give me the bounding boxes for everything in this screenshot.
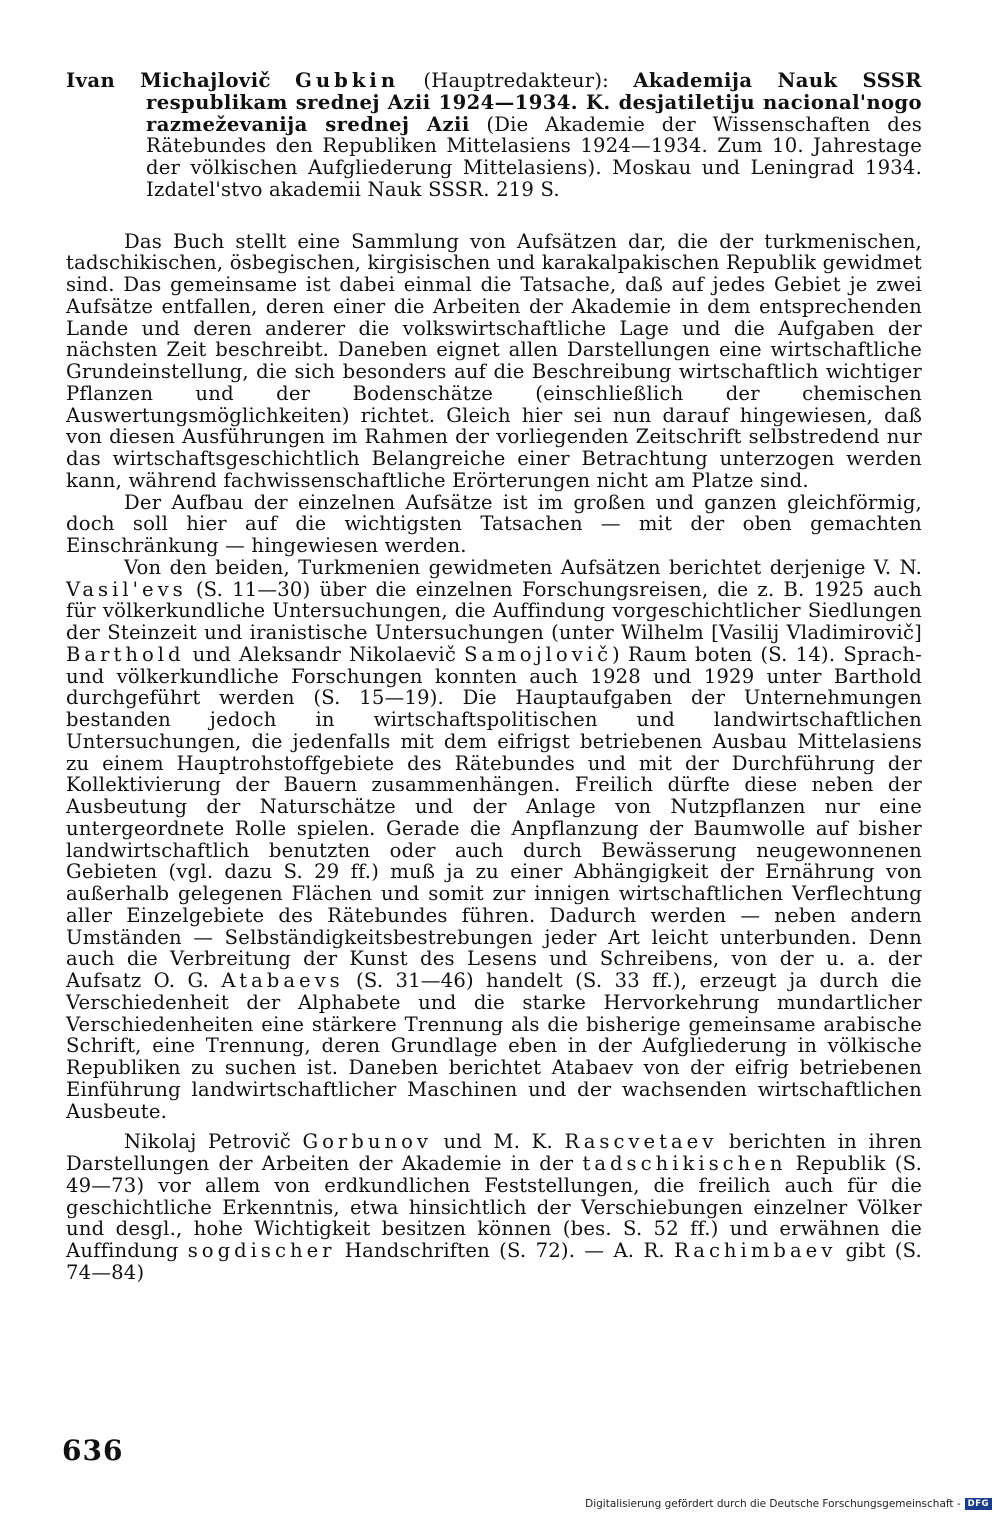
dfg-logo-icon: DFG bbox=[965, 1498, 992, 1510]
spaced-name: Atabaevs bbox=[221, 969, 344, 992]
text-run: und M. K. bbox=[443, 1130, 553, 1154]
text-run: gibt (S. 74—84) bbox=[66, 1239, 922, 1284]
text-run: berichten in ihren Darstellungen der Arbeiten der Akademie in der bbox=[66, 1130, 922, 1175]
author-last-name: Gubkin bbox=[295, 69, 400, 92]
text-run: (S. 11—30) über die einzelnen Forschungsreisen, die z. B. 1925 auch für völkerkundliche Untersuchungen, die Auffindung vorgeschichtlicher Siedlungen der Steinzeit und iranistische Untersuchungen (unter Wilhelm [Vasilij Vladimirovič] bbox=[66, 577, 922, 644]
spaced-name: Samojlovič bbox=[464, 642, 613, 666]
spaced-name: tadschikischen bbox=[582, 1152, 787, 1175]
text-run: ) Raum boten (S. 14). Sprach- und völkerkundliche Forschungen konnten auch 1928 und 1929 unter Barthold durchgeführt werden (S. 15—19). Die Hauptaufgaben der Unternehmungen bestanden jedoch in wirtschaftspolitischen und landwirtschaftlichen Untersuchungen, die jedenfalls mit dem eifrigst betriebenen Ausbau Mittelasiens zu einem Hauptrohstoffgebiete des Rätebundes und mit der Durchführung der Kollektivierung der Bauern zusammenhängen. Freilich dürfte diese neben der Ausbeutung der Naturschätze und der Anlage von Nutzpflanzen nur eine untergeordnete Rolle spielen. Gerade die Anpflanzung der Baumwolle auf bisher landwirtschaftlich benutzten oder auch durch Bewässerung neugewonnenen Gebieten (vgl. dazu S. 29 ff.) muß ja zu einer Abhängigkeit der Ernährung von außerhalb gelegenen Flächen und somit zur innigen wirtschaftlichen Verflechtung aller Einzelgebiete des Rätebundes führen. Dadurch werden — neben andern Umständen — Selbständigkeitsbestrebungen jeder Art leicht unterbunden. Denn auch die Verbreitung der Kunst des Lesens und Schreibens, von der u. a. der Aufsatz O. G. bbox=[66, 642, 922, 992]
bibliographic-entry bbox=[66, 70, 922, 201]
paragraph-1: Das Buch stellt eine Sammlung von Aufsätzen dar, die der turkmenischen, tadschikischen, ösbegischen, kirgisischen und karakalpakischen Republik gewidmet sind. Das gemeinsame ist dabei einmal die Tatsache, daß auf jedes Gebiet je zwei Aufsätze entfallen, deren einer die Arbeiten der Akademie in dem entsprechenden Lande und deren anderer die volkswirtschaftliche Lage und die Aufgaben der nächsten Zeit beschreibt. Daneben eignet allen Darstellungen eine wirtschaftliche Grundeinstellung, die sich besonders auf die Beschreibung wirtschaftlich wichtiger Pflanzen und der Bodenschätze (einschließlich der chemischen Auswertungsmöglichkeiten) richtet. Gleich hier sei nun darauf hingewiesen, daß von diesen Ausführungen im Rahmen der vorliegenden Zeitschrift selbstredend nur das wirtschaftsgeschichtlich Belangreiche einer Betrachtung unterzogen werden kann, während fachwissenschaftliche Erörterungen nicht am Platze sind. bbox=[66, 229, 922, 492]
text-run: Von den beiden, Turkmenien gewidmeten Aufsätzen berichtet derjenige V. N. bbox=[124, 555, 922, 579]
book-publication-info: (Die Akademie der Wissenschaften des Rätebundes den Republiken Mittelasiens 1924—1934. Zum 10. Jahrestage der völkischen Aufgliederung Mittelasiens). Moskau und Leningrad 1934. Izdatel'stvo akademii Nauk SSSR. 219 S. bbox=[146, 112, 922, 201]
spaced-name: Barthold bbox=[66, 642, 185, 666]
spacer bbox=[66, 201, 922, 231]
text-run: Handschriften (S. 72). — A. R. bbox=[344, 1239, 665, 1262]
spaced-name: Rachimbaev bbox=[674, 1239, 837, 1262]
text-run: (S. 31—46) handelt (S. 33 ff.), erzeugt ja durch die Verschiedenheit der Alphabete und die starke Hervorkehrung mundartlicher Verschiedenheiten eine stärkere Trennung als die bisherige gemeinsame arabische Schrift, eine Trennung, deren Grundlage eben in der Aufgliederung in völkische Republiken zu suchen ist. Daneben berichtet Atabaev von der eifrig betriebenen Einführung landwirtschaftlicher Maschinen und der wachsenden wirtschaftlichen Ausbeute. bbox=[66, 969, 922, 1123]
text-run: Nikolaj Petrovič bbox=[124, 1130, 291, 1154]
footer-credit bbox=[585, 1498, 992, 1510]
spaced-name: Vasil'evs bbox=[66, 577, 187, 601]
page-number: 636 bbox=[62, 1434, 124, 1467]
paragraph-4 bbox=[66, 1131, 922, 1283]
spaced-name: Gorbunov bbox=[302, 1130, 432, 1154]
paragraph-3 bbox=[66, 557, 922, 1123]
spaced-name: sogdischer bbox=[187, 1239, 336, 1262]
footer-text: Digitalisierung gefördert durch die Deutsche Forschungsgemeinschaft - bbox=[585, 1498, 961, 1510]
page-body bbox=[66, 70, 922, 1470]
book-title: Akademija Nauk SSSR respublikam srednej Azii 1924—1934. K. desjatiletiju nacional'nogo razmeževanija srednej Azii bbox=[146, 69, 922, 136]
text-run: Republik (S. 49—73) vor allem von erdkundlichen Feststellungen, die freilich auch für die geschichtliche Erkenntnis, etwa hinsichtlich der Verschiebungen einzelner Völker und desgl., hohe Wichtigkeit besitzen können (bes. S. 52 ff.) und erwähnen die Auffindung bbox=[66, 1152, 922, 1262]
text-run: und Aleksandr Nikolaevič bbox=[192, 642, 457, 666]
spaced-name: Rascvetaev bbox=[564, 1130, 718, 1154]
paragraph-2: Der Aufbau der einzelnen Aufsätze ist im großen und ganzen gleichförmig, doch soll hier auf die wichtigsten Tatsachen — mit der oben gemachten Einschränkung — hingewiesen werden. bbox=[66, 490, 922, 557]
author-role: (Hauptredakteur): bbox=[423, 69, 609, 92]
author-first-name: Ivan Michajlovič bbox=[66, 69, 271, 92]
